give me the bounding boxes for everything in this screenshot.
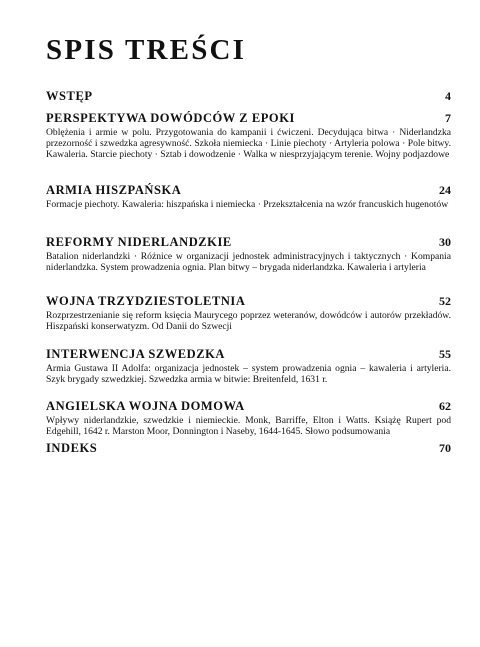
page-title: SPIS TREŚCI: [46, 34, 247, 66]
toc-entry-armia-hiszpanska: [46, 182, 451, 210]
toc-entry-reformy-niderlandzkie: [46, 234, 451, 273]
toc-entry-page: 7: [445, 111, 451, 125]
toc-entry-title: INTERWENCJA SZWEDZKA: [46, 347, 225, 361]
toc-entry-title: WSTĘP: [46, 89, 93, 103]
toc-entry-angielska-wojna-domowa: [46, 398, 451, 437]
toc-entry-wojna-trzydziestoletnia: [46, 293, 451, 332]
toc-entry-description: Rozprzestrzenianie się reform księcia Maurycego poprzez weteranów, dowódców i autorów przekładów. Hiszpański konserwatyzm. Od Danii do Szwecji: [46, 310, 451, 333]
toc-entry-header: [46, 182, 451, 198]
toc-entry-header: [46, 234, 451, 250]
toc-entry-header: [46, 293, 451, 309]
toc-entry-description: Armia Gustawa II Adolfa: organizacja jednostek – system prowadzenia ognia – kawaleria i artyleria. Szyk brygady szwedzkiej. Szwedzka armia w bitwie: Breitenfeld, 1631 r.: [46, 363, 451, 386]
toc-entry-title: REFORMY NIDERLANDZKIE: [46, 235, 232, 249]
toc-entry-header: [46, 110, 451, 126]
toc-entry-header: [46, 440, 451, 456]
toc-entry-page: 24: [439, 183, 451, 197]
toc-entry-header: [46, 88, 451, 104]
toc-entry-page: 70: [439, 441, 451, 455]
toc-entry-page: 62: [439, 399, 451, 413]
toc-page: [46, 0, 451, 647]
toc-entry-title: ARMIA HISZPAŃSKA: [46, 183, 182, 197]
toc-entry-perspektywa: [46, 110, 451, 161]
toc-entry-interwencja-szwedzka: [46, 346, 451, 385]
toc-entry-indeks: [46, 440, 451, 456]
toc-entry-header: [46, 346, 451, 362]
toc-entry-page: 55: [439, 347, 451, 361]
toc-entry-description: Batalion niderlandzki · Różnice w organizacji jednostek administracyjnych i taktycznych · Kompania niderlandzka. System prowadzenia ognia. Plan bitwy – brygada niderlandzka. Kawaleria i artyleria: [46, 251, 451, 274]
toc-entry-title: PERSPEKTYWA DOWÓDCÓW Z EPOKI: [46, 111, 295, 125]
toc-entry-title: WOJNA TRZYDZIESTOLETNIA: [46, 294, 246, 308]
toc-entry-page: 4: [445, 89, 451, 103]
toc-entry-description: Formacje piechoty. Kawaleria: hiszpańska i niemiecka · Przekształcenia na wzór francuskich hugenotów: [46, 199, 449, 210]
toc-entry-title: ANGIELSKA WOJNA DOMOWA: [46, 399, 245, 413]
toc-entry-wstep: [46, 88, 451, 104]
toc-entry-page: 30: [439, 235, 451, 249]
toc-entry-header: [46, 398, 451, 414]
toc-entry-description: Wpływy niderlandzkie, szwedzkie i niemieckie. Monk, Barriffe, Elton i Watts. Książę Rupert pod Edgehill, 1642 r. Marston Moor, Donnington i Naseby, 1644-1645. Słowo podsumowania: [46, 415, 451, 438]
toc-entry-title: INDEKS: [46, 441, 98, 455]
toc-entry-description: Oblężenia i armie w polu. Przygotowania do kampanii i ćwiczeni. Decydująca bitwa · Niderlandzka przezorność i szwedzka agresywność. Szkoła niemiecka · Linie piechoty · Artyleria polowa · Pole bitwy. Kawaleria. Starcie piechoty · Sztab i dowodzenie · Walka w niesprzyjającym terenie. Wojny podjazdowe: [46, 127, 451, 161]
toc-entry-page: 52: [439, 294, 451, 308]
